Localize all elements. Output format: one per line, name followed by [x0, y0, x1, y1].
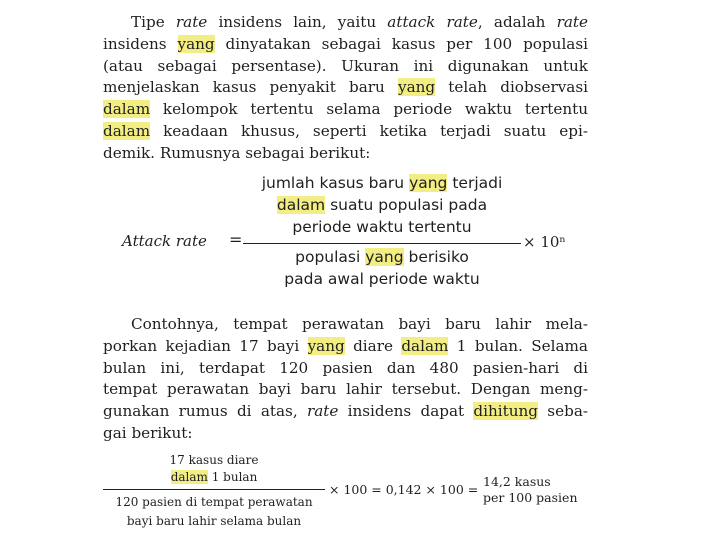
highlighted-word: dalam — [103, 100, 151, 119]
highlighted-word: dalam — [103, 121, 151, 140]
text-segment: demik. Rumusnya sebagai berikut: — [103, 143, 371, 162]
text-segment: diare — [344, 336, 402, 355]
text-line — [103, 358, 588, 380]
text-segment: bulan ini, terdapat 120 pasien dan 480 pasien-hari di — [103, 358, 588, 377]
text-line — [103, 314, 588, 336]
calc-result — [483, 474, 578, 506]
calc-denominator — [103, 493, 325, 531]
text-line — [243, 216, 521, 238]
text-segment: 1 bulan — [207, 470, 258, 484]
text-line — [483, 474, 578, 490]
text-segment: tempat perawatan bayi baru lahir tersebut. Dengan meng- — [103, 380, 588, 399]
highlighted-word: yang — [409, 174, 448, 192]
text-segment: 120 pasien di tempat perawatan — [115, 495, 313, 509]
text-segment: insidens dapat — [338, 402, 474, 421]
calc-numerator — [103, 452, 325, 486]
text-line — [103, 34, 588, 56]
text-segment: gunakan rumus di atas, — [103, 402, 307, 421]
highlighted-word: yang — [177, 34, 215, 53]
text-line — [103, 469, 325, 486]
fraction-bar — [243, 243, 521, 244]
text-segment: telah diobservasi — [435, 78, 588, 97]
highlighted-word: dalam — [276, 196, 326, 214]
text-segment: bayi baru lahir selama bulan — [126, 514, 302, 528]
text-line — [103, 423, 588, 445]
text-line — [103, 56, 588, 78]
text-line — [103, 77, 588, 99]
highlighted-word: yang — [307, 336, 345, 355]
text-line — [243, 172, 521, 194]
text-segment: Contohnya, tempat perawatan bayi baru lahir mela- — [131, 315, 588, 333]
text-segment: insidens lain, yaitu — [207, 13, 388, 31]
text-segment: berisiko — [403, 248, 469, 266]
text-segment: porkan kejadian 17 bayi — [103, 336, 308, 355]
highlighted-word: yang — [365, 248, 404, 266]
text-segment: , adalah — [477, 13, 557, 31]
text-segment: seba- — [538, 402, 589, 421]
formula-numerator — [243, 172, 521, 238]
formula-lhs: Attack rate — [122, 232, 207, 250]
text-line — [103, 12, 588, 34]
text-segment: pada awal periode waktu — [284, 270, 480, 288]
text-line — [103, 452, 325, 469]
formula-multiplier: × 10ⁿ — [523, 233, 566, 251]
text-line — [103, 143, 588, 165]
text-segment: menjelaskan kasus penyakit baru — [103, 78, 398, 97]
text-line — [243, 268, 521, 290]
text-segment: periode waktu tertentu — [292, 218, 472, 236]
text-line — [103, 99, 588, 121]
italic-term: rate — [175, 13, 208, 31]
text-segment: dinyatakan sebagai kasus per 100 populasi — [214, 34, 589, 53]
calc-middle: × 100 = 0,142 × 100 = — [329, 482, 479, 497]
formula-denominator — [243, 246, 521, 290]
highlighted-word: dalam — [170, 470, 208, 484]
text-line — [103, 121, 588, 143]
text-line — [243, 194, 521, 216]
equals-sign: = — [229, 230, 243, 249]
text-segment: 17 kasus diare — [169, 453, 259, 467]
text-line — [103, 336, 588, 358]
italic-term: rate — [306, 402, 339, 421]
text-segment: gai berikut: — [103, 423, 193, 442]
highlighted-word: dihitung — [473, 402, 539, 421]
text-segment: populasi — [295, 248, 366, 266]
paragraph-example — [103, 314, 588, 445]
text-segment: 1 bulan. Selama — [448, 336, 588, 355]
text-line — [243, 246, 521, 268]
text-segment: kelompok tertentu selama periode waktu tertentu — [150, 100, 588, 119]
text-line — [103, 493, 325, 512]
text-line — [103, 379, 588, 401]
italic-term: attack rate — [387, 13, 478, 31]
highlighted-word: yang — [397, 78, 436, 97]
text-segment: insidens — [103, 34, 178, 53]
text-segment: jumlah kasus baru — [261, 174, 410, 192]
paragraph-intro — [103, 12, 588, 165]
text-line — [103, 401, 588, 423]
text-line — [483, 490, 578, 506]
italic-term: rate — [556, 13, 588, 31]
highlighted-word: dalam — [401, 336, 449, 355]
text-segment: per 100 pasien — [483, 490, 578, 505]
text-line — [103, 512, 325, 531]
text-segment: (atau sebagai persentase). Ukuran ini digunakan untuk — [103, 56, 588, 75]
text-segment: terjadi — [447, 174, 503, 192]
text-segment: suatu populasi pada — [325, 196, 488, 214]
calc-fraction-bar — [103, 489, 325, 490]
text-segment: keadaan khusus, seperti ketika terjadi suatu epi- — [150, 121, 588, 140]
text-segment: 14,2 kasus — [483, 474, 551, 489]
text-segment: Tipe — [131, 13, 176, 31]
